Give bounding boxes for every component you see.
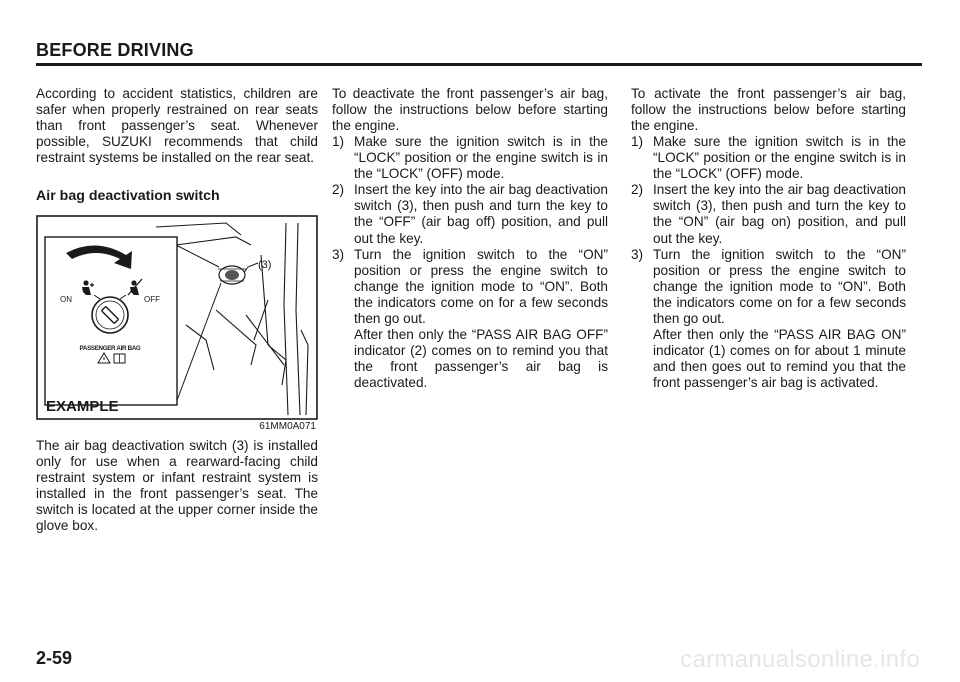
step-number: 1)	[631, 134, 644, 149]
step-extra-text: After then only the “PASS AIR BAG ON” indicator (1) comes on for about 1 minute and then goes out to remind you that the front passenger’s air bag is activated.	[653, 327, 906, 391]
step-number: 3)	[631, 246, 644, 262]
step-text: Turn the ignition switch to the “ON” position or press the engine switch to change the ignition mode to “ON”. Both the indicators come on for a few seconds then go out.	[653, 246, 906, 327]
list-item	[332, 182, 608, 246]
step-text: Insert the key into the air bag deactivation switch (3), then push and turn the key to the “OFF” (air bag off) position, and pull out the key.	[354, 182, 608, 246]
switch-name-label: PASSENGER AIR BAG	[79, 345, 141, 352]
figure-code: 61MM0A071	[259, 421, 316, 432]
activate-steps	[631, 134, 906, 392]
step-text: Make sure the ignition switch is in the “LOCK” position or the engine switch is in the “LOCK” (OFF) mode.	[354, 134, 608, 182]
list-item	[631, 134, 906, 182]
list-item	[631, 182, 906, 246]
airbag-switch-subheading: Air bag deactivation switch	[36, 188, 220, 204]
step-number: 3)	[332, 246, 345, 262]
section-title: BEFORE DRIVING	[36, 40, 194, 60]
col1-description: The air bag deactivation switch (3) is installed only for use when a rearward-facing child restraint system or infant restraint system is installed in the front passenger’s seat. The switch is located at the upper corner inside the glove box.	[36, 438, 318, 534]
switch-off-label: OFF	[144, 295, 160, 304]
step-text: Insert the key into the air bag deactivation switch (3), then push and turn the key to the “ON” (air bag on) position, and pull out the key.	[653, 182, 906, 246]
step-number: 1)	[332, 134, 345, 149]
step-number: 2)	[631, 182, 644, 198]
page-number: 2-59	[36, 648, 73, 668]
step-text: Make sure the ignition switch is in the “LOCK” position or the engine switch is in the “LOCK” (OFF) mode.	[653, 134, 906, 182]
watermark: carmanualsonline.info	[680, 646, 920, 673]
deactivate-steps	[332, 134, 608, 392]
switch-small-icon	[218, 266, 246, 284]
col2-intro: To deactivate the front passenger’s air bag, follow the instructions below before starting the engine.	[332, 86, 608, 134]
section-rule	[36, 63, 922, 66]
switch-detail-callout	[45, 237, 177, 405]
list-item	[631, 247, 906, 392]
col1-intro: According to accident statistics, children are safer when properly restrained on rear seats than front passenger’s seat. Whenever possible, SUZUKI recommends that child restraint systems be installed on the rear seat.	[36, 86, 318, 166]
step-text: Turn the ignition switch to the “ON” position or press the engine switch to change the ignition mode to “ON”. Both the indicators come on for a few seconds then go out.	[354, 246, 608, 327]
list-item	[332, 247, 608, 392]
callout-lines	[176, 245, 221, 403]
airbag-switch-figure	[36, 215, 318, 420]
col3-intro: To activate the front passenger’s air bag, follow the instructions below before starting the engine.	[631, 86, 906, 134]
switch-on-label: ON	[60, 295, 72, 304]
figure-example-label: EXAMPLE	[46, 398, 119, 415]
step-number: 2)	[332, 182, 345, 198]
list-item	[332, 134, 608, 182]
figure-ref-label: (3)	[258, 259, 272, 271]
step-extra-text: After then only the “PASS AIR BAG OFF” indicator (2) comes on to remind you that the front passenger’s air bag is deactivated.	[354, 327, 608, 391]
